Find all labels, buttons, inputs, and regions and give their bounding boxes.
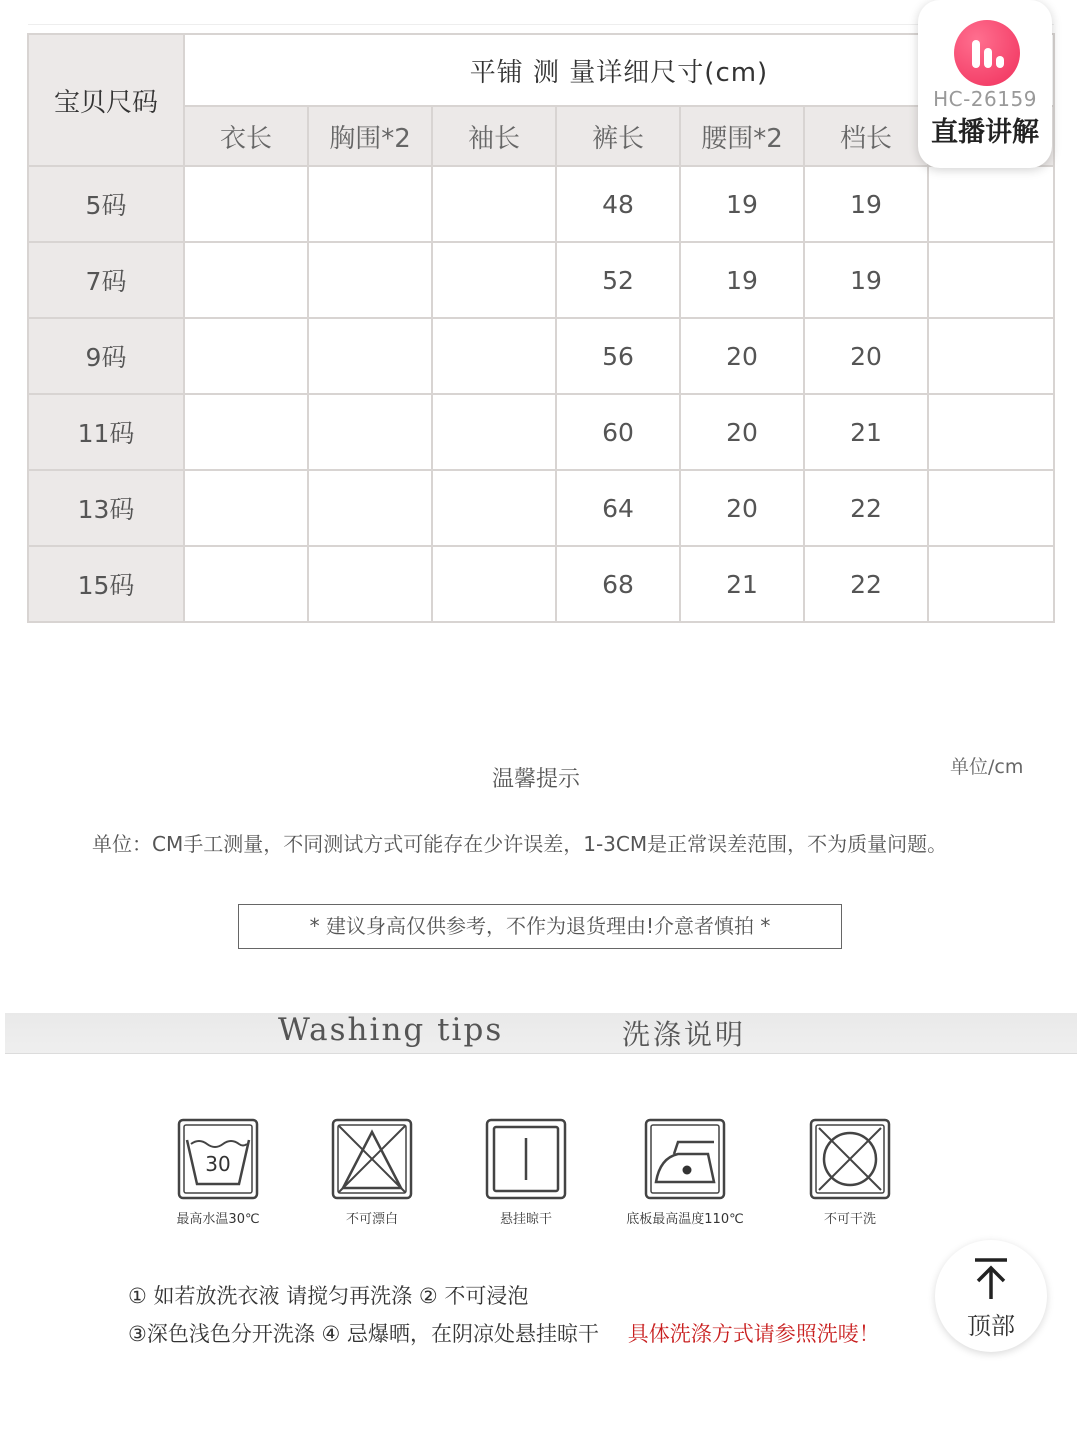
- size-label: 9码: [28, 318, 184, 394]
- table-cell: [184, 546, 308, 622]
- table-cell: [928, 166, 1054, 242]
- instruction-line-2: [128, 1318, 880, 1348]
- table-row: [28, 470, 1054, 546]
- table-cell: 20: [680, 470, 804, 546]
- line-dry-icon: [485, 1118, 567, 1200]
- size-label: 11码: [28, 394, 184, 470]
- washing-title-en: Washing tips: [278, 1012, 504, 1048]
- table-cell: [928, 470, 1054, 546]
- tips-title: 温馨提示: [491, 767, 580, 792]
- live-broadcast-icon: [954, 20, 1020, 86]
- table-cell: 52: [556, 242, 680, 318]
- table-row: [28, 546, 1054, 622]
- table-cell: 56: [556, 318, 680, 394]
- table-cell: [184, 242, 308, 318]
- table-cell: 64: [556, 470, 680, 546]
- column-header-sleeve: 袖长: [432, 106, 556, 166]
- table-cell: [432, 546, 556, 622]
- care-item-line-dry: [456, 1118, 596, 1227]
- table-cell: [432, 394, 556, 470]
- care-item-iron: [615, 1118, 755, 1227]
- care-item-no-bleach: [302, 1118, 442, 1227]
- washing-banner: [5, 1013, 1077, 1054]
- care-item-wash: [148, 1118, 288, 1227]
- live-code: HC-26159: [933, 87, 1037, 111]
- column-header-chest: 胸围*2: [308, 106, 432, 166]
- table-cell: 19: [804, 242, 928, 318]
- table-row: [28, 318, 1054, 394]
- table-cell: 19: [804, 166, 928, 242]
- table-cell: 20: [680, 394, 804, 470]
- no-bleach-icon: [331, 1118, 413, 1200]
- instruction-line-2-text: ③深色浅色分开洗涤 ④ 忌爆晒，在阴凉处悬挂晾干: [128, 1322, 600, 1346]
- care-label-no-dry-clean: 不可干洗: [823, 1212, 876, 1227]
- table-cell: 48: [556, 166, 680, 242]
- no-dry-clean-icon: [809, 1118, 891, 1200]
- table-cell: 19: [680, 242, 804, 318]
- column-header-length: 衣长: [184, 106, 308, 166]
- table-cell: 22: [804, 546, 928, 622]
- column-header-waist: 腰围*2: [680, 106, 804, 166]
- table-cell: 60: [556, 394, 680, 470]
- table-cell: 20: [680, 318, 804, 394]
- table-cell: [184, 470, 308, 546]
- care-item-no-dry-clean: [780, 1118, 920, 1227]
- wash-temperature-text: 30: [205, 1152, 231, 1176]
- table-cell: 21: [680, 546, 804, 622]
- table-cell: [928, 394, 1054, 470]
- live-explain-badge[interactable]: [918, 0, 1052, 168]
- back-to-top-button[interactable]: [935, 1240, 1047, 1352]
- size-label: 7码: [28, 242, 184, 318]
- measurement-group-header: 平铺 测 量详细尺寸(cm): [184, 34, 1054, 106]
- top-divider: [28, 0, 1054, 25]
- column-header-pants-length: 裤长: [556, 106, 680, 166]
- arrow-up-icon: [973, 1257, 1009, 1301]
- table-row: [28, 394, 1054, 470]
- size-table: [27, 33, 1055, 623]
- washing-title-cn: 洗涤说明: [622, 1018, 747, 1051]
- table-cell: [184, 394, 308, 470]
- table-cell: [308, 242, 432, 318]
- table-cell: 19: [680, 166, 804, 242]
- care-label-wash: 最高水温30℃: [176, 1212, 260, 1227]
- table-cell: [308, 470, 432, 546]
- care-label-no-bleach: 不可漂白: [345, 1212, 398, 1227]
- table-cell: [928, 546, 1054, 622]
- live-explain-label: 直播讲解: [931, 117, 1039, 148]
- care-label-iron: 底板最高温度110℃: [626, 1212, 744, 1227]
- size-label: 13码: [28, 470, 184, 546]
- table-cell: [308, 318, 432, 394]
- table-row: [28, 242, 1054, 318]
- table-cell: 68: [556, 546, 680, 622]
- size-label: 5码: [28, 166, 184, 242]
- table-cell: [184, 318, 308, 394]
- iron-110-icon: [644, 1118, 726, 1200]
- table-cell: [432, 470, 556, 546]
- instruction-warning: 具体洗涤方式请参照洗唛！: [627, 1322, 880, 1346]
- wash-30-icon: [177, 1118, 259, 1200]
- table-cell: [928, 318, 1054, 394]
- care-label-line-dry: 悬挂晾干: [499, 1212, 552, 1227]
- size-label: 15码: [28, 546, 184, 622]
- table-cell: [432, 318, 556, 394]
- unit-note: 单位/cm: [950, 756, 1024, 778]
- table-cell: [184, 166, 308, 242]
- column-header-crotch: 档长: [804, 106, 928, 166]
- table-cell: [432, 242, 556, 318]
- size-column-header: 宝贝尺码: [28, 34, 184, 166]
- table-cell: [432, 166, 556, 242]
- tips-text: 单位：CM手工测量，不同测试方式可能存在少许误差，1-3CM是正常误差范围，不为质量问题。: [92, 832, 948, 856]
- table-cell: [308, 166, 432, 242]
- table-cell: 21: [804, 394, 928, 470]
- table-row: [28, 166, 1054, 242]
- table-cell: 22: [804, 470, 928, 546]
- table-cell: [928, 242, 1054, 318]
- back-to-top-label: 顶部: [967, 1312, 1015, 1340]
- table-cell: 20: [804, 318, 928, 394]
- instruction-line-1: ① 如若放洗衣液 请搅匀再洗涤 ② 不可浸泡: [128, 1284, 529, 1308]
- notice-box: * 建议身高仅供参考，不作为退货理由!介意者慎拍 *: [238, 904, 842, 949]
- table-cell: [308, 546, 432, 622]
- table-cell: [308, 394, 432, 470]
